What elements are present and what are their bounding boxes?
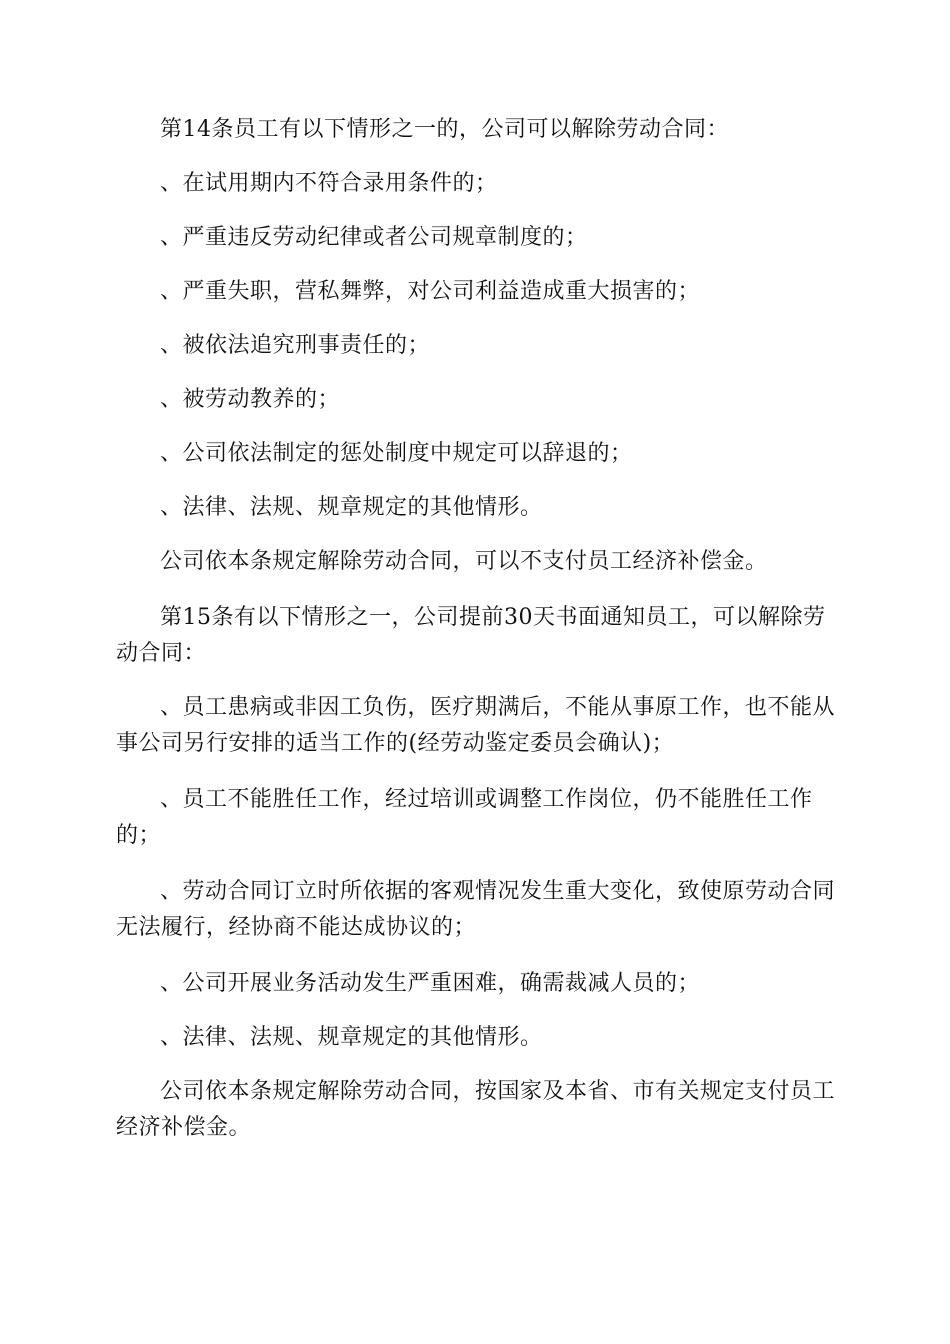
article-15-heading: 第15条有以下情形之一，公司提前30天书面通知员工，可以解除劳动合同： (116, 605, 826, 666)
article-14-heading: 第14条员工有以下情形之一的，公司可以解除劳动合同： (160, 117, 729, 142)
article-14-closing: 公司依本条规定解除劳动合同，可以不支付员工经济补偿金。 (160, 549, 768, 574)
article-14-item: 、被依法追究刑事责任的； (160, 333, 431, 358)
article-15-item: 、法律、法规、规章规定的其他情形。 (160, 1025, 543, 1050)
article-15-item: 、公司开展业务活动发生严重困难，确需裁减人员的； (160, 971, 701, 996)
article-14-item: 、在试用期内不符合录用条件的； (160, 171, 498, 196)
article-14-item: 、严重违反劳动纪律或者公司规章制度的； (160, 225, 588, 250)
article-14-item: 、公司依法制定的惩处制度中规定可以辞退的； (160, 441, 633, 466)
article-14-item: 、严重失职，营私舞弊，对公司利益造成重大损害的； (160, 279, 701, 304)
article-15-item: 、员工患病或非因工负伤，医疗期满后，不能从事原工作，也不能从事公司另行安排的适当工作的(经劳动鉴定委员会确认)； (116, 695, 836, 756)
article-14-item: 、法律、法规、规章规定的其他情形。 (160, 495, 543, 520)
article-15-item: 、劳动合同订立时所依据的客观情况发生重大变化，致使原劳动合同无法履行，经协商不能达成协议的； (116, 879, 836, 940)
article-15-item: 、员工不能胜任工作，经过培训或调整工作岗位，仍不能胜任工作的； (116, 787, 813, 848)
article-15-closing: 公司依本条规定解除劳动合同，按国家及本省、市有关规定支付员工经济补偿金。 (116, 1079, 836, 1140)
article-14-item: 、被劳动教养的； (160, 387, 341, 412)
